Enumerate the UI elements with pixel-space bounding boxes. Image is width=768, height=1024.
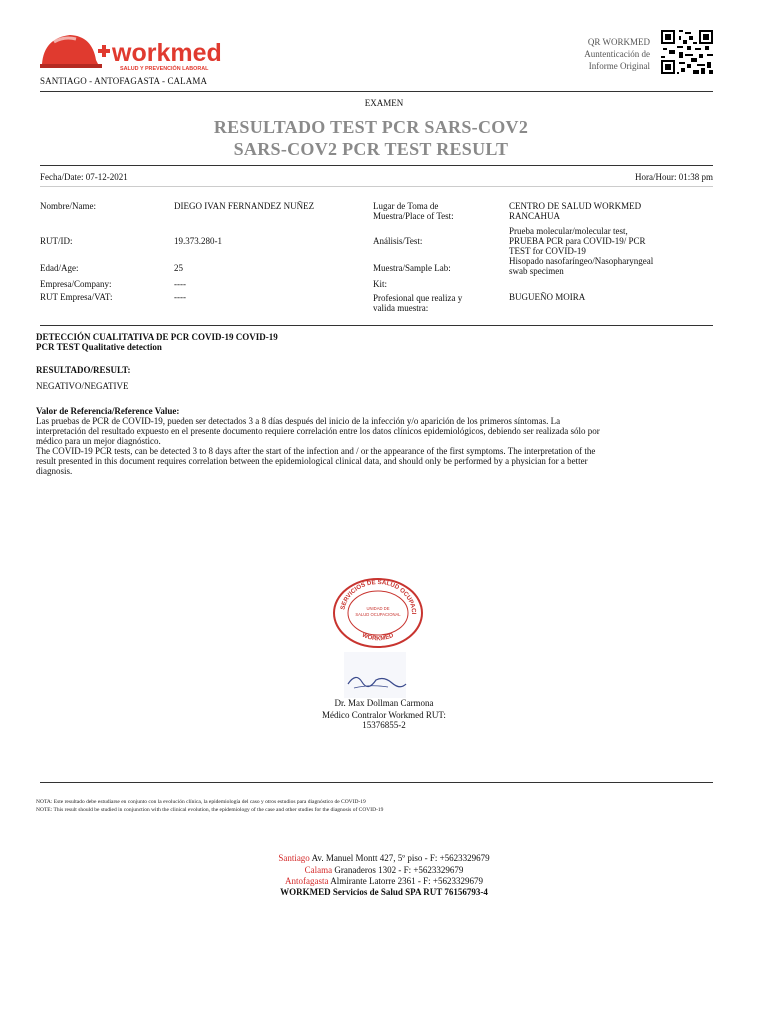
age-value: 25 (174, 263, 183, 273)
notes-divider (40, 782, 713, 783)
date-divider (40, 186, 713, 187)
occupational-health-stamp (332, 576, 424, 648)
note-spanish: NOTA: Este resultado debe estudiarse en conjunto con la evolución clínica, la epidemiología del caso y otros estudios para diagnóstico de COVID-19 (36, 799, 366, 805)
logo-wordmark: workmed (112, 39, 222, 67)
footer-company: WORKMED Servicios de Salud SPA RUT 76156793-4 (280, 887, 488, 897)
title-spanish: RESULTADO TEST PCR SARS-COV2 (213, 117, 529, 137)
footer-santiago: Santiago Av. Manuel Montt 427, 5º piso - F: +5623329679 (278, 853, 490, 863)
rut-value: 19.373.280-1 (174, 236, 222, 246)
professional-label: Profesional que realiza y valida muestra: (373, 293, 463, 313)
result-value: NEGATIVO/NEGATIVE (36, 381, 129, 391)
professional-value: BUGUEÑO MOIRA (509, 292, 586, 302)
svg-text:SALUD OCUPACIONAL: SALUD OCUPACIONAL (355, 612, 401, 617)
info-divider (40, 325, 713, 326)
sample-value: Hisopado nasofaríngeo/Nasopharyngeal swab specimen (509, 256, 654, 276)
vat-label: RUT Empresa/VAT: (40, 292, 113, 302)
svg-text:SERVICIOS DE SALUD OCUPACIONAL: SERVICIOS DE SALUD OCUPACI (339, 578, 418, 615)
test-hour: Hora/Hour: 01:38 pm (635, 172, 713, 182)
qr-caption: QR WORKMED Auntenticación de Informe Original (584, 37, 650, 71)
header-divider (40, 91, 713, 92)
title-divider (40, 165, 713, 166)
workmed-logo (40, 30, 222, 74)
svg-text:UNIDAD DE: UNIDAD DE (366, 606, 390, 611)
note-english: NOTE: This result should be studied in conjunction with the clinical evolution, the epidemiology of the case and other studies for the diagnosis of COVID-19 (36, 807, 384, 813)
cities-line: SANTIAGO - ANTOFAGASTA - CALAMA (40, 76, 208, 86)
age-label: Edad/Age: (40, 263, 79, 273)
sample-label: Muestra/Sample Lab: (373, 263, 451, 273)
analysis-value: Prueba molecular/molecular test, PRUEBA PCR para COVID-19/ PCR TEST for COVID-19 (509, 226, 646, 256)
exam-label: EXAMEN (364, 98, 404, 108)
title-english: SARS-COV2 PCR TEST RESULT (233, 139, 509, 159)
footer-calama: Calama Granaderos 1302 - F: +5623329679 (304, 865, 464, 875)
kit-label: Kit: (373, 279, 388, 289)
vat-value: ---- (174, 292, 186, 302)
analysis-label: Análisis/Test: (373, 236, 423, 246)
result-label: RESULTADO/RESULT: (36, 365, 131, 375)
place-value: CENTRO DE SALUD WORKMED RANCAHUA (509, 201, 642, 221)
place-label: Lugar de Toma de Muestra/Place of Test: (373, 201, 454, 221)
handwritten-signature (340, 650, 410, 702)
doctor-name: Dr. Max Dollman Carmona (334, 698, 434, 708)
company-value: ---- (174, 279, 186, 289)
svg-text:SALUD Y PREVENCIÓN LABORAL: SALUD Y PREVENCIÓN LABORAL (120, 66, 209, 72)
doctor-rut: 15376855-2 (362, 720, 406, 730)
reference-block: Valor de Referencia/Reference Value: Las pruebas de PCR de COVID-19, pueden ser detectados 3 a 8 días después del inicio de la infección y/o aparición de los primeros síntomas. La interpretación del resultado expuesto en el presente documento requiere correlación entre los datos clínicos epidemiológicos, debiendo ser realizada sólo por médico para un mejor diagnóstico. The COVID-19 PCR tests, can be detected 3 to 8 days after the start of the infection and / or the appearance of the first symptoms. The interpretation of the result presented in this document requires correlation between the epidemiological clinical data, and should only be performed by a physician for a better diagnosis. (36, 406, 726, 476)
svg-text:WORKMED: WORKMED (360, 631, 395, 643)
name-label: Nombre/Name: (40, 201, 96, 211)
reference-label: Valor de Referencia/Reference Value: (36, 406, 180, 416)
doctor-role: Médico Contralor Workmed RUT: (322, 710, 446, 720)
company-label: Empresa/Company: (40, 279, 112, 289)
test-date: Fecha/Date: 07-12-2021 (40, 172, 128, 182)
name-value: DIEGO IVAN FERNANDEZ NUÑEZ (174, 201, 315, 211)
footer-antofagasta: Antofagasta Almirante Latorre 2361 - F: +5623329679 (284, 876, 484, 886)
detection-english: PCR TEST Qualitative detection (36, 342, 162, 352)
detection-spanish: DETECCIÓN CUALITATIVA DE PCR COVID-19 COVID-19 (36, 332, 278, 342)
rut-label: RUT/ID: (40, 236, 73, 246)
qr-code-icon (661, 30, 713, 74)
